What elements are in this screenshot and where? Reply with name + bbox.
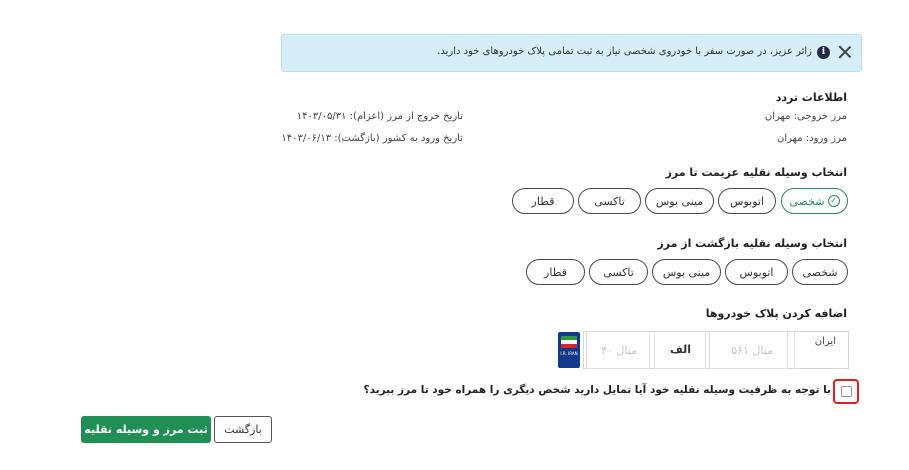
plate-iran-label: ایران (814, 336, 836, 347)
trip-info-title: اطلاعات تردد (775, 91, 847, 104)
departure-option-bus[interactable]: اتوبوس (718, 188, 776, 214)
plates-title: اضافه کردن پلاک خودروها (705, 307, 847, 320)
departure-option-train[interactable]: قطار (512, 188, 574, 214)
return-option-minibus[interactable]: مینی بوس (652, 259, 721, 285)
plate-letter-value: الف (669, 343, 691, 356)
return-option-bus[interactable]: اتوبوس (725, 259, 788, 285)
info-alert (281, 34, 862, 72)
plate-letter-select[interactable] (654, 331, 706, 369)
plate-region-placeholder: مثال ۵۶۱ (731, 344, 773, 357)
alert-message: زائر عزیز، در صورت سفر با خودروی شخصی نیاز به ثبت تمامی پلاک خودروهای خود دارید. (437, 46, 812, 57)
close-icon[interactable] (838, 45, 852, 59)
departure-option-taxi[interactable]: تاکسی (578, 188, 641, 214)
plate-iran-cell[interactable] (794, 331, 849, 369)
back-button[interactable]: بازگشت (214, 416, 272, 443)
return-vehicle-title: انتخاب وسیله نقلیه بازگشت از مرز (657, 237, 847, 250)
companion-question: با توجه به ظرفیت وسیله نقلیه خود آیا تمایل دارید شخص دیگری را همراه خود تا مرز ببرید؟ (363, 384, 831, 396)
companion-checkbox-highlight[interactable] (833, 379, 859, 404)
return-date: تاریخ ورود به کشور (بازگشت): ۱۴۰۳/۰۶/۱۳ (281, 133, 463, 144)
companion-checkbox[interactable] (841, 386, 852, 397)
entry-border: مرز ورود: مهران (777, 133, 847, 144)
iran-flag-icon: I.R. IRAN (558, 332, 580, 368)
plate-region-input[interactable] (709, 331, 788, 369)
return-option-train[interactable]: قطار (526, 259, 585, 285)
plate-number-input[interactable] (586, 331, 650, 369)
info-icon: i (817, 46, 830, 59)
check-circle-icon: ✓ (828, 195, 840, 207)
exit-date: تاریخ خروج از مرز (اعزام): ۱۴۰۳/۰۵/۳۱ (296, 111, 463, 122)
submit-button[interactable]: ثبت مرز و وسیله نقلیه (81, 416, 211, 443)
return-option-personal[interactable]: شخصی (792, 259, 848, 285)
plate-number-placeholder: مثال ۴۰ (601, 344, 637, 357)
departure-option-minibus[interactable]: مینی بوس (645, 188, 714, 214)
exit-border: مرز خروجی: مهران (764, 111, 847, 122)
departure-vehicle-title: انتخاب وسیله نقلیه عزیمت تا مرز (665, 166, 847, 179)
return-option-taxi[interactable]: تاکسی (589, 259, 648, 285)
departure-option-personal[interactable]: ✓ شخصی (781, 188, 848, 214)
